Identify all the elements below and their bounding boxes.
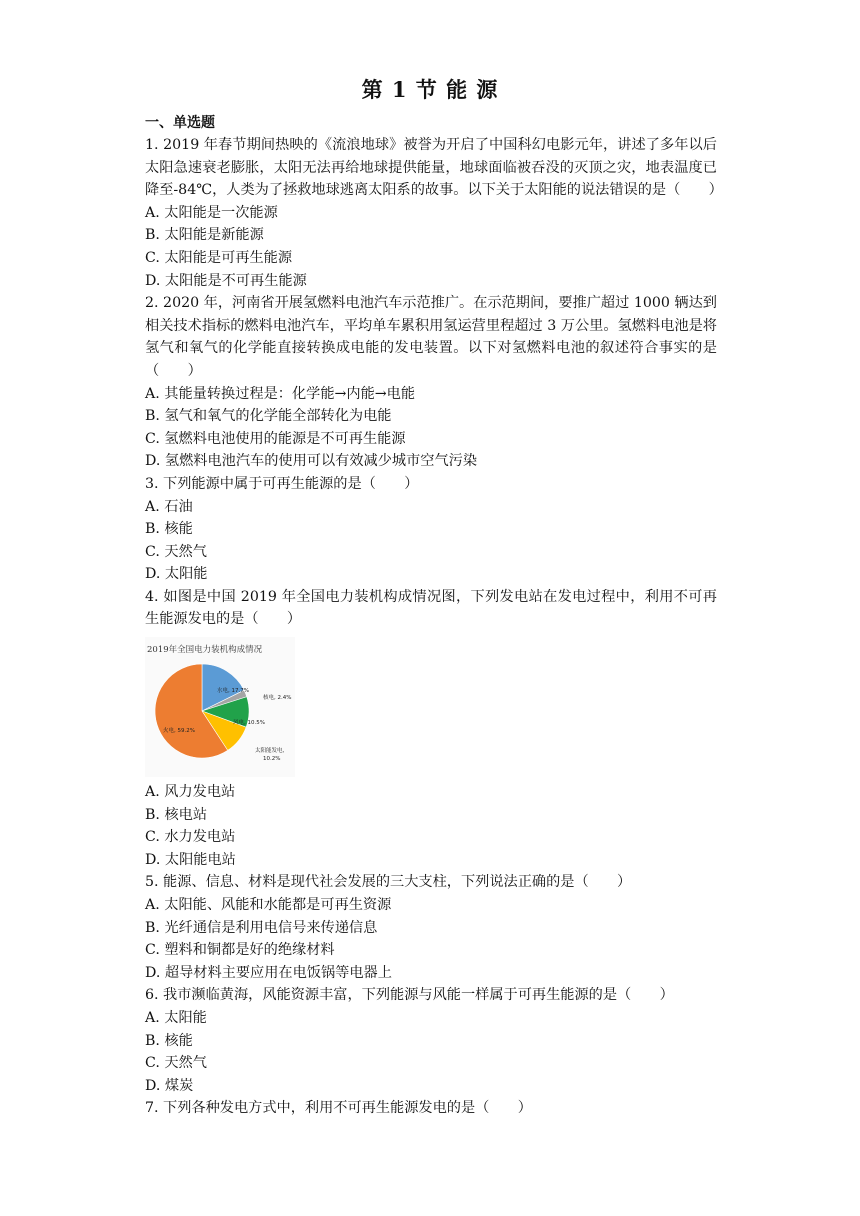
label-hydro: 水电, 17.7% [217,688,249,695]
option-b: B. 太阳能是新能源 [145,227,264,244]
option-a: A. 风力发电站 [145,784,236,801]
question-1 [145,134,723,292]
question-stem: 3. 下列能源中属于可再生能源的是（ ） [145,475,419,492]
option-c: C. 塑料和铜都是好的绝缘材料 [145,942,335,959]
option-c: C. 氢燃料电池使用的能源是不可再生能源 [145,430,406,447]
option-d: D. 煤炭 [145,1077,194,1094]
option-d: D. 太阳能电站 [145,851,236,868]
option-c: C. 太阳能是可再生能源 [145,249,293,266]
question-stem: 5. 能源、信息、材料是现代社会发展的三大支柱，下列说法正确的是（ ） [145,874,632,891]
question-stem: 2. 2020 年，河南省开展氢燃料电池汽车示范推广。在示范期间，要推广超过 1000 辆达到相关技术指标的燃料电池汽车，平均单车累积用氢运营里程超过 3 万公里。氢燃料电池是将氢气和氧气的化学能直接转换成电能的发电装置。以下对氢燃料电池的叙述符合事实的是（ ） [145,295,717,379]
option-a: A. 太阳能是一次能源 [145,204,278,221]
question-stem: 4. 如图是中国 2019 年全国电力装机构成情况图，下列发电站在发电过程中，利用不可再生能源发电的是（ ） [145,588,717,628]
option-d: D. 太阳能是不可再生能源 [145,272,307,289]
label-wind: 风电, 10.5% [233,720,265,727]
option-d: D. 超导材料主要应用在电饭锅等电器上 [145,964,392,981]
page-title: 第 1 节 能 源 [361,77,499,102]
option-b: B. 核电站 [145,806,208,823]
question-stem: 1. 2019 年春节期间热映的《流浪地球》被誉为开启了中国科幻电影元年，讲述了多年以后太阳急速衰老膨胀，太阳无法再给地球提供能量，地球面临被吞没的灭顶之灾，地表温度已降至-84℃，人类为了拯救地球逃离太阳系的故事。以下关于太阳能的说法错误的是（ ） [145,137,723,199]
option-a: A. 其能量转换过程是：化学能→内能→电能 [145,385,416,402]
pie-chart-figure [145,637,295,777]
question-list [145,134,723,1120]
question-6 [145,984,717,1097]
option-c: C. 天然气 [145,543,207,560]
question-5 [145,871,717,984]
label-solar: 太阳能发电, [255,748,285,755]
option-b: B. 核能 [145,521,193,538]
label-solar-value: 10.2% [263,756,281,763]
section-heading: 一、单选题 [145,115,215,131]
option-b: B. 核能 [145,1032,193,1049]
option-d: D. 太阳能 [145,566,208,583]
option-d: D. 氢燃料电池汽车的使用可以有效减少城市空气污染 [145,453,478,470]
chart-title: 2019年全国电力装机构成情况 [147,645,263,656]
question-3 [145,473,717,586]
question-4 [145,586,717,872]
label-thermal: 火电, 59.2% [163,728,195,735]
option-b: B. 光纤通信是利用电信号来传递信息 [145,919,378,936]
option-a: A. 太阳能、风能和水能都是可再生资源 [145,897,392,914]
label-nuclear: 核电, 2.4% [263,695,292,702]
question-7 [145,1097,717,1120]
question-stem: 7. 下列各种发电方式中，利用不可再生能源发电的是（ ） [145,1100,532,1117]
option-a: A. 太阳能 [145,1010,207,1026]
question-2 [145,292,717,473]
option-c: C. 天然气 [145,1055,207,1072]
option-a: A. 石油 [145,498,193,515]
option-b: B. 氢气和氧气的化学能全部转化为电能 [145,408,392,425]
option-c: C. 水力发电站 [145,829,236,846]
question-stem: 6. 我市濒临黄海，风能资源丰富，下列能源与风能一样属于可再生能源的是（ ） [145,987,674,1004]
